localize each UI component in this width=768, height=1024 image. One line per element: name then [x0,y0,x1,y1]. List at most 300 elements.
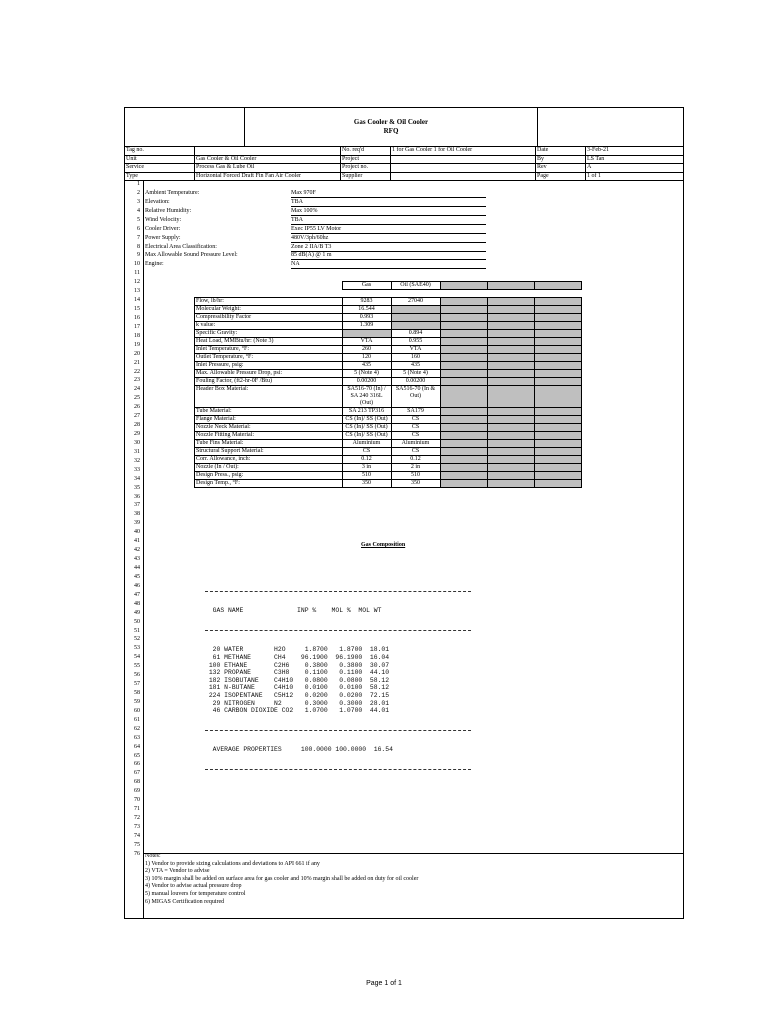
line-number: 65 [134,752,140,759]
oil-value: 350 [391,480,440,488]
table-row [195,298,582,306]
gas-value: 435 [342,362,391,370]
line-number: 52 [134,636,140,643]
table-cell [440,322,487,330]
property-label: Tube Material: [195,408,343,416]
table-cell [534,480,581,488]
header-cell: Rev [536,164,586,173]
site-condition-label: Elevation: [145,198,170,205]
table-cell [487,362,534,370]
oil-value: 435 [391,362,440,370]
property-label: Heat Load, MMBtu/hr: (Note 3) [195,338,343,346]
line-number: 27 [134,413,140,420]
site-condition-value: 480V/3ph/60hz [291,235,486,243]
note-line: 4) Vendor to advise actual pressure drop [145,883,242,890]
table-cell [534,408,581,416]
table-cell [487,282,534,290]
table-row [195,314,582,322]
gas-value: SA 213 TP316 [342,408,391,416]
document-subtitle: RFQ [383,127,399,135]
oil-value: CS [391,432,440,440]
line-number: 8 [137,243,140,250]
header-cell: Supplier [341,173,391,182]
table-cell [440,456,487,464]
header-cell: Date [536,147,586,156]
notes [145,853,418,906]
table-cell [534,322,581,330]
oil-value: 2 in [391,464,440,472]
table-cell [534,298,581,306]
composition-row: 100 ETHANE C2H6 0.3800 0.3800 30.07 [205,661,390,669]
line-number: 15 [134,306,140,313]
line-number: 18 [134,332,140,339]
line-number: 50 [134,618,140,625]
oil-value: 0.955 [391,338,440,346]
property-label: Compressibility Factor [195,314,343,322]
line-number: 47 [134,591,140,598]
property-label: Design Press., psig: [195,472,343,480]
line-number: 42 [134,547,140,554]
header-cell: Gas Cooler & Oil Cooler [195,156,341,165]
line-number: 69 [134,788,140,795]
line-number: 36 [134,493,140,500]
header-cell: Type [125,173,195,182]
composition-row: 46 CARBON DIOXIDE CO2 1.0700 1.0700 44.01 [205,707,390,715]
header-cell: Unit [125,156,195,165]
line-number: 57 [134,681,140,688]
note-line: 5) manual louvers for temperature control [145,890,246,897]
composition-row: 181 N-BUTANE C4H10 0.0100 0.0100 58.12 [205,684,390,692]
table-cell [487,386,534,408]
table-row [195,306,582,314]
line-number: 1 [137,181,140,187]
table-cell [534,306,581,314]
table-cell [440,346,487,354]
property-label: Specific Gravity: [195,330,343,338]
table-row [195,448,582,456]
table-cell [440,306,487,314]
table-cell [440,330,487,338]
line-number: 70 [134,797,140,804]
table-cell [487,416,534,424]
property-label: Corr. Allowance, inch: [195,456,343,464]
property-label: Inlet Pressure, psig: [195,362,343,370]
gas-value: 0.12 [342,456,391,464]
line-number: 5 [137,216,140,223]
table-cell [534,338,581,346]
table-cell [487,306,534,314]
table-row [195,408,582,416]
site-condition-label: Electrical Area Classification: [145,243,217,250]
line-number: 66 [134,761,140,768]
header-cell: Tag no. [125,147,195,156]
table-cell [440,448,487,456]
table-cell [487,322,534,330]
gas-value: Aluminium [342,440,391,448]
table-cell [440,338,487,346]
line-number: 63 [134,734,140,741]
table-cell [534,440,581,448]
table-cell [487,472,534,480]
gas-value [342,330,391,338]
property-label: Max. Allowable Pressure Drop, psi: [195,370,343,378]
line-number: 74 [134,832,140,839]
line-numbers [125,181,144,918]
table-cell [534,378,581,386]
line-number: 76 [134,850,140,857]
gas-value: 120 [342,354,391,362]
line-number: 11 [134,270,140,277]
gas-value: CS (In)/ SS (Out) [342,432,391,440]
table-cell [487,290,534,298]
table-cell [487,432,534,440]
table-cell [440,314,487,322]
line-number: 26 [134,404,140,411]
table-cell [440,354,487,362]
line-number: 13 [134,288,140,295]
table-cell [487,456,534,464]
header-cell: A [586,164,683,173]
site-condition-label: Power Supply: [145,234,181,241]
table-cell [487,480,534,488]
table-cell [342,290,391,298]
table-cell [487,298,534,306]
table-row [195,330,582,338]
table-cell [534,354,581,362]
property-label: Outlet Temperature, °F: [195,354,343,362]
property-label: Header Box Material: [195,386,343,408]
composition-row: 132 PROPANE C3H8 0.1100 0.1100 44.10 [205,669,390,677]
table-cell [534,456,581,464]
table-cell [440,298,487,306]
header-cell: Project no. [341,164,391,173]
table-cell [195,290,343,298]
table-row [195,464,582,472]
line-number: 33 [134,466,140,473]
site-condition-label: Wind Velocity: [145,216,182,223]
gas-value: 3 in [342,464,391,472]
property-label: Tube Fins Material: [195,440,343,448]
line-number: 54 [134,654,140,661]
table-row [195,440,582,448]
line-number: 71 [134,806,140,813]
header-cell: 3-Feb-21 [586,147,683,156]
table-cell [487,448,534,456]
table-cell [534,416,581,424]
property-label: Flange Material: [195,416,343,424]
line-number: 17 [134,323,140,330]
site-condition-value: 85 dB(A) @ 1 m [291,252,486,260]
gas-value: CS (In)/ SS (Out) [342,424,391,432]
note-line: 1) Vendor to provide sizing calculations and deviations to API 661 if any [145,860,320,867]
table-cell [487,408,534,416]
site-condition-label: Cooler Driver: [145,225,181,232]
table-row [195,378,582,386]
table-row [195,290,582,298]
site-condition-value: Exec IP55 LV Motor [291,226,486,234]
line-number: 2 [137,189,140,196]
gas-value: 9283 [342,298,391,306]
property-label: Nozzle Neck Material: [195,424,343,432]
table-cell [440,378,487,386]
header-cell: LS Tan [586,156,683,165]
oil-value: VTA [391,346,440,354]
property-label: Design Temp., °F: [195,480,343,488]
table-cell [534,290,581,298]
property-label: Structural Support Material: [195,448,343,456]
gas-composition-printout [205,576,471,754]
header-cell: 1 of 1 [586,173,683,182]
sheet-body [125,181,683,918]
line-number: 53 [134,645,140,652]
table-cell [440,370,487,378]
table-cell [487,464,534,472]
header-cell: By [536,156,586,165]
composition-row: 20 WATER H2O 1.8700 1.8700 18.01 [205,646,390,654]
line-number: 43 [134,556,140,563]
line-number: 51 [134,627,140,634]
site-condition-value: NA [291,261,486,269]
property-label: k value: [195,322,343,330]
oil-value: SA516-70 (In & Out) [391,386,440,408]
table-cell [534,282,581,290]
table-row [195,416,582,424]
document-title: Gas Cooler & Oil Cooler [353,118,429,126]
oil-value: 510 [391,472,440,480]
table-row [195,354,582,362]
note-line: 3) 10% margin shall be added on surface area for gas cooler and 10% margin shall be added on duty for oil cooler [145,875,419,882]
table-cell [440,440,487,448]
oil-value: 160 [391,354,440,362]
rfq-sheet [124,107,684,919]
header-grid [125,147,683,181]
line-number: 46 [134,582,140,589]
header-cell [391,156,536,165]
oil-value [391,306,440,314]
line-number: 56 [134,672,140,679]
line-number: 44 [134,564,140,571]
table-cell [534,448,581,456]
title-block [245,108,538,146]
table-cell [534,464,581,472]
table-cell [487,440,534,448]
table-cell [440,424,487,432]
composition-footer: AVERAGE PROPERTIES 100.0000 100.0000 16.54 [205,746,393,754]
table-cell [440,386,487,408]
site-condition-label: Ambient Temperature: [145,189,200,196]
table-row [195,362,582,370]
table-row [195,338,582,346]
gas-value: VTA [342,338,391,346]
composition-row: 182 ISOBUTANE C4H10 0.0800 0.0800 58.12 [205,676,390,684]
line-number: 49 [134,609,140,616]
column-header-oil: Oil (SAE40) [391,282,440,290]
composition-row: 224 ISOPENTANE C5H12 0.0200 0.0200 72.15 [205,691,390,699]
gas-value: 510 [342,472,391,480]
table-cell [440,290,487,298]
gas-value: 350 [342,480,391,488]
table-cell [534,386,581,408]
gas-value: 0.993 [342,314,391,322]
table-cell [391,290,440,298]
line-number: 12 [134,279,140,286]
line-number: 55 [134,663,140,670]
line-number: 41 [134,538,140,545]
line-number: 29 [134,431,140,438]
line-number: 3 [137,198,140,205]
line-number: 28 [134,422,140,429]
oil-value: 0.00200 [391,378,440,386]
table-cell [534,362,581,370]
oil-value: 27040 [391,298,440,306]
table-cell [195,282,343,290]
line-number: 62 [134,725,140,732]
header-cell: 1 for Gas Cooler 1 for Oil Cooler [391,147,536,156]
line-number: 9 [137,252,140,259]
title-row [125,108,683,147]
oil-value: 5 (Note 4) [391,370,440,378]
property-label: Nozzle (In / Out): [195,464,343,472]
line-number: 31 [134,448,140,455]
line-number: 16 [134,314,140,321]
site-condition-value: TBA [291,217,486,225]
line-number: 14 [134,297,140,304]
oil-value [391,314,440,322]
table-cell [487,378,534,386]
property-label: Nozzle Fitting Material: [195,432,343,440]
table-cell [534,346,581,354]
table-cell [440,472,487,480]
table-cell [487,330,534,338]
header-cell [195,147,341,156]
table-row [195,346,582,354]
gas-value: 1.309 [342,322,391,330]
table-row [195,370,582,378]
gas-value: SA516-70 (In) / SA 240 316L (Out) [342,386,391,408]
table-cell [534,330,581,338]
line-number: 45 [134,573,140,580]
line-number: 23 [134,377,140,384]
header-cell [391,173,536,182]
table-row [195,386,582,408]
line-number: 64 [134,743,140,750]
table-row [195,282,582,290]
line-number: 67 [134,770,140,777]
table-cell [440,282,487,290]
line-number: 20 [134,350,140,357]
table-cell [487,338,534,346]
line-number: 34 [134,475,140,482]
line-number: 60 [134,707,140,714]
oil-value: CS [391,448,440,456]
table-cell [440,408,487,416]
table-cell [487,314,534,322]
table-row [195,480,582,488]
line-number: 59 [134,698,140,705]
property-label: Molecular Weight: [195,306,343,314]
page-footer: Page 1 of 1 [366,980,402,987]
line-number: 39 [134,520,140,527]
table-row [195,432,582,440]
site-condition-label: Relative Humidity: [145,207,192,214]
table-row [195,456,582,464]
oil-value: 0.894 [391,330,440,338]
oil-value: CS [391,416,440,424]
gas-value: 0.00200 [342,378,391,386]
table-cell [534,424,581,432]
table-cell [534,472,581,480]
line-number: 24 [134,386,140,393]
gas-value: CS [342,448,391,456]
header-cell: Process Gas & Lube Oil [195,164,341,173]
properties-table [194,281,582,488]
line-number: 37 [134,502,140,509]
site-condition-label: Engine: [145,261,164,268]
oil-value: 0.12 [391,456,440,464]
header-cell: Horizontal Forced Draft Fin Fan Air Cooler [195,173,341,182]
gas-value: CS (In)/ SS (Out) [342,416,391,424]
oil-value: Aluminium [391,440,440,448]
column-header-gas: Gas [342,282,391,290]
table-cell [534,314,581,322]
line-number: 40 [134,529,140,536]
table-cell [440,362,487,370]
line-number: 32 [134,457,140,464]
line-number: 75 [134,841,140,848]
table-cell [440,416,487,424]
property-label: Fouling Factor, (ft2-hr-0F /Btu) [195,378,343,386]
header-cell: Project [341,156,391,165]
note-line: 2) VTA = Vendor to advise [145,868,210,875]
table-cell [487,346,534,354]
table-cell [487,354,534,362]
site-condition-value: Zone 2 IIA/B T3 [291,244,486,252]
oil-value: CS [391,424,440,432]
line-number: 72 [134,815,140,822]
site-condition-value: Max 100% [291,208,486,216]
table-cell [534,432,581,440]
table-row [195,322,582,330]
property-label: Flow, lb/hr: [195,298,343,306]
header-cell: Page [536,173,586,182]
gas-composition-title: Gas Composition [361,542,406,548]
composition-header: GAS NAME INP % MOL % MOL WT [205,607,382,615]
oil-value: SA179 [391,408,440,416]
table-cell [440,480,487,488]
header-cell [391,164,536,173]
line-number: 73 [134,823,140,830]
site-condition-label: Max Allowable Sound Pressure Level: [145,252,238,259]
header-cell: Service [125,164,195,173]
table-cell [440,432,487,440]
line-number: 6 [137,225,140,232]
note-line: 6) MIGAS Certification required [145,898,225,905]
property-label: Inlet Temperature, °F: [195,346,343,354]
line-number: 58 [134,690,140,696]
line-number: 35 [134,484,140,491]
table-cell [487,424,534,432]
line-number: 21 [134,359,140,366]
gas-value: 260 [342,346,391,354]
line-number: 68 [134,779,140,786]
gas-value: 5 (Note 4) [342,370,391,378]
table-cell [534,370,581,378]
line-number: 19 [134,341,140,348]
oil-value [391,322,440,330]
line-number: 38 [134,511,140,518]
table-row [195,424,582,432]
note-line: Notes: [145,853,161,859]
